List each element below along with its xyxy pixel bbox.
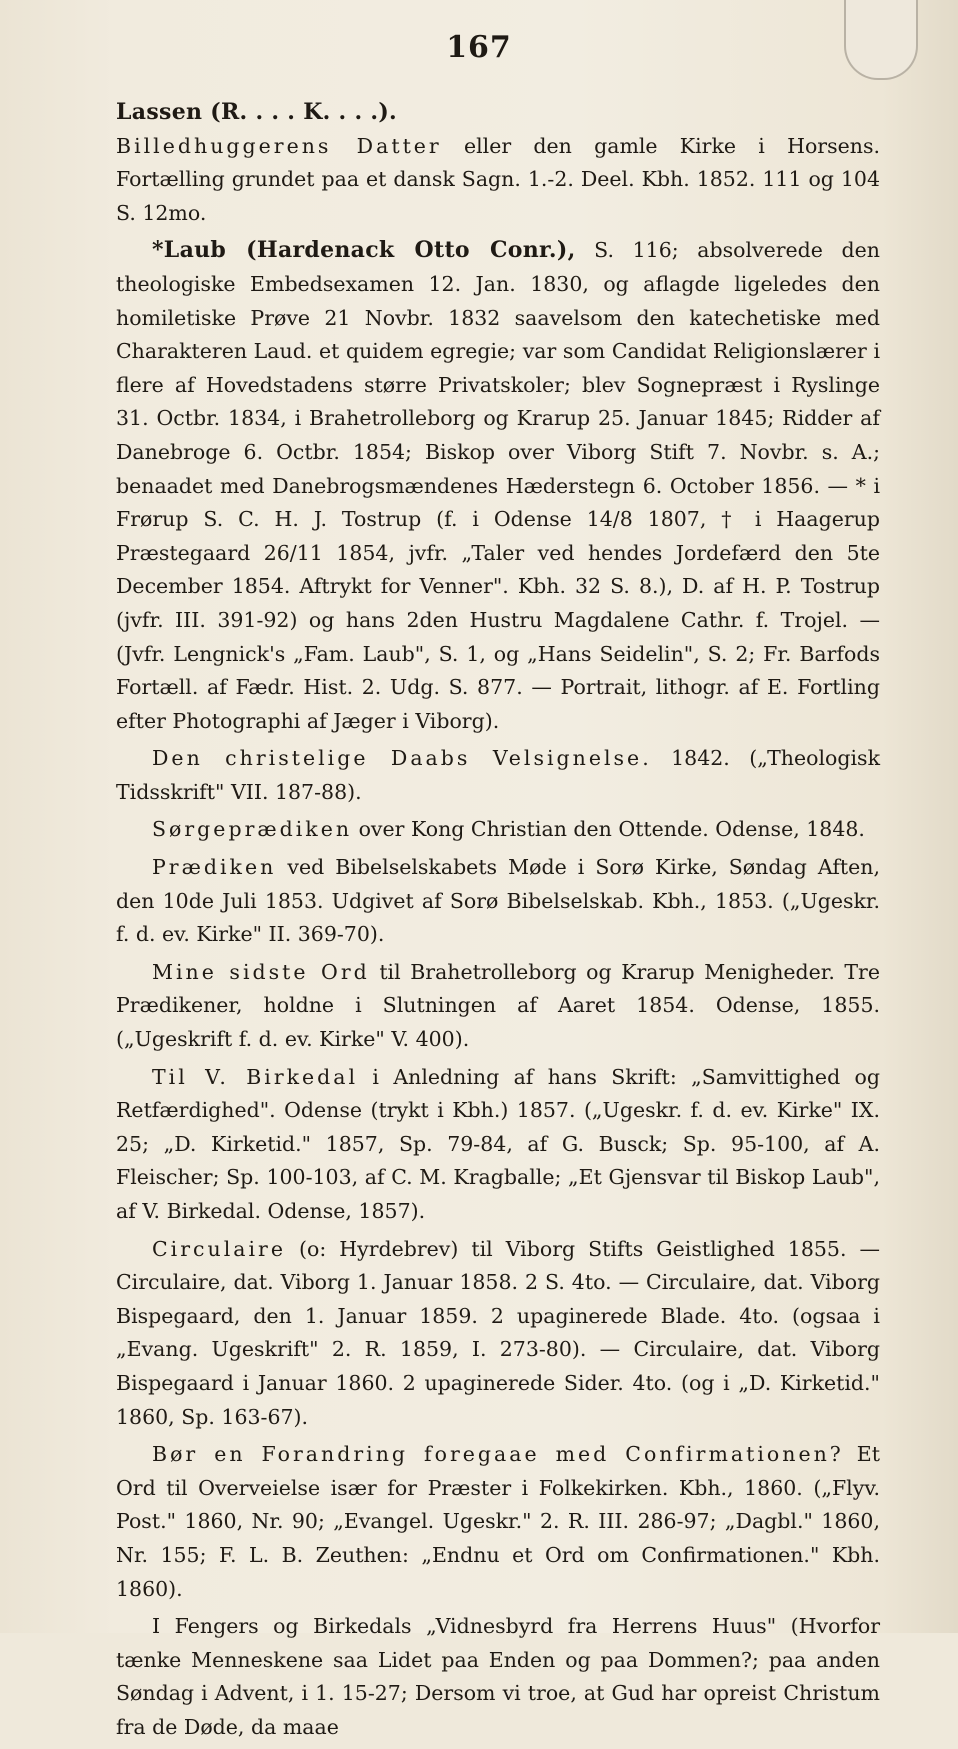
work-entry [116,851,880,952]
entry-text: over Kong Christian den Ottende. Odense, 1848. [352,817,865,842]
entry-text: i Anledning af hans Skrift: „Samvittighed og Retfærdighed". Odense (trykt i Kbh.) 1857. („Ugeskr. f. d. ev. Kirke" IX. 25; „D. Kirketid." 1857, Sp. 79-84, af G. Busck; Sp. 95-100, af A. Fleischer; Sp. 100-103, af C. M. Kragballe; „Et Gjensvar til Biskop Laub", af V. Birkedal. Odense, 1857). [116,1064,880,1223]
work-entry [116,1061,880,1229]
entry-title: Circulaire [152,1236,286,1261]
entry-title: Sørgeprædiken [152,817,353,842]
entry-title: Den christelige Daabs Velsignelse. [152,746,652,771]
work-entry [116,813,880,847]
entry-title: Prædiken [152,855,277,880]
entry-text: Et Ord til Overveielse især for Præster i Folkekirken. Kbh., 1860. („Flyv. Post." 1860, Nr. 90; „Evangel. Ugeskr." 2. R. III. 286-97; „Dagbl." 1860, Nr. 155; F. L. B. Zeuthen: „Endnu et Ord om Confirmationen." Kbh. 1860). [116,1442,880,1601]
entry-title: Billedhuggerens Datter [116,133,442,158]
work-entry [116,1610,880,1744]
work-entry [116,956,880,1057]
entry-lassen [116,96,880,230]
work-entry [116,742,880,809]
entry-title: Mine sidste Ord [152,959,370,984]
entry-text: ved Bibelselskabets Møde i Sorø Kirke, Søndag Aften, den 10de Juli 1853. Udgivet af Sorø Bibelselskab. Kbh., 1853. („Ugeskr. f. d. ev. Kirke" II. 369-70). [116,855,880,947]
entry-title: Bør en Forandring foregaae med Confirmationen? [152,1442,844,1467]
entry-text: 1842. („Theologisk Tidsskrift" VII. 187-88). [116,746,880,804]
entry-title: Til V. Birkedal [152,1064,359,1089]
work-entry [116,1233,880,1435]
work-entry [116,1438,880,1606]
entry-laub [116,234,880,738]
entry-heading: Lassen (R. . . . K. . . .). [116,99,398,125]
page-number: 167 [446,30,512,65]
entry-text: S. 116; absolverede den theologiske Embedsexamen 12. Jan. 1830, og aflagde ligeledes den homiletiske Prøve 21 Novbr. 1832 saavelsom den katechetiske med Charakteren Laud. et quidem egregie; var som Candidat Religionslærer i flere af Hovedstadens større Privatskoler; blev Sognepræst i Ryslinge 31. Octbr. 1834, i Brahetrolleborg og Krarup 25. Januar 1845; Ridder af Danebroge 6. Octbr. 1854; Biskop over Viborg Stift 7. Novbr. s. A.; benaadet med Danebrogsmændenes Hæderstegn 6. October 1856. — * i Frørup S. C. H. J. Tostrup (f. i Odense 14/8 1807, † i Haagerup Præstegaard 26/11 1854, jvfr. „Taler ved hendes Jordefærd den 5te December 1854. Aftrykt for Venner". Kbh. 32 S. 8.), D. af H. P. Tostrup (jvfr. III. 391-92) og hans 2den Hustru Magdalene Cathr. f. Trojel. — (Jvfr. Lengnick's „Fam. Laub", S. 1, og „Hans Seidelin", S. 2; Fr. Barfods Fortæll. af Fædr. Hist. 2. Udg. S. 877. — Portrait, lithogr. af E. Fortling efter Photographi af Jæger i Viborg). [116,238,880,733]
entry-text: I Fengers og Birkedals „Vidnesbyrd fra Herrens Huus" (Hvorfor tænke Menneskene saa Lidet paa Enden og paa Dommen?; paa anden Søndag i Advent, i 1. 15-27; Dersom vi troe, at Gud har opreist Christum fra de Døde, da maae [116,1614,880,1739]
page-text [116,96,880,1749]
entry-text: til Brahetrolleborg og Krarup Menigheder. Tre Prædikener, holdne i Slutningen af Aaret 1854. Odense, 1855. („Ugeskrift f. d. ev. Kirke" V. 400). [116,959,880,1052]
entry-text: (o: Hyrdebrev) til Viborg Stifts Geistlighed 1855. — Circulaire, dat. Viborg 1. Januar 1858. 2 S. 4to. — Circulaire, dat. Viborg Bispegaard, den 1. Januar 1859. 2 upaginerede Blade. 4to. (ogsaa i „Evang. Ugeskrift" 2. R. 1859, I. 273-80). — Circulaire, dat. Viborg Bispegaard i Januar 1860. 2 upaginerede Sider. 4to. (og i „D. Kirketid." 1860, Sp. 163-67). [116,1236,880,1429]
entry-heading: *Laub (Hardenack Otto Conr.), [152,237,576,264]
entry-text: eller den gamle Kirke i Horsens. Fortælling grundet paa et dansk Sagn. 1.-2. Deel. Kbh. 1852. 111 og 104 S. 12mo. [116,133,880,225]
